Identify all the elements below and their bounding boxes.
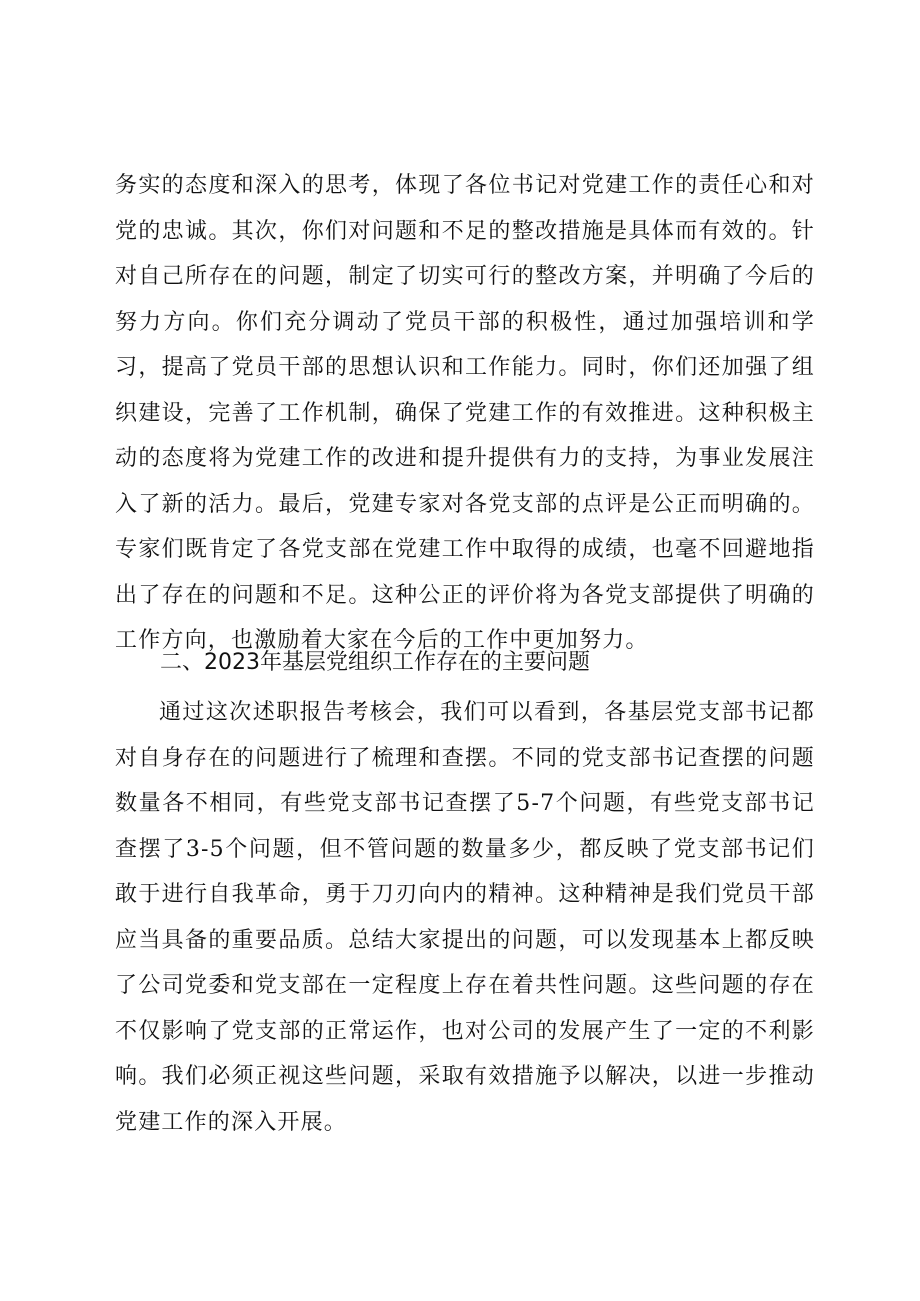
body-paragraph-continued: 务实的态度和深入的思考，体现了各位书记对党建工作的责任心和对党的忠诚。其次，你们对问题和不足的整改措施是具体而有效的。针对自己所存在的问题，制定了切实可行的整改方案，并明确了今后的努力方向。你们充分调动了党员干部的积极性，通过加强培训和学习，提高了党员干部的思想认识和工作能力。同时，你们还加强了组织建设，完善了工作机制，确保了党建工作的有效推进。这种积极主动的态度将为党建工作的改进和提升提供有力的支持，为事业发展注入了新的活力。最后，党建专家对各党支部的点评是公正而明确的。专家们既肯定了各党支部在党建工作中取得的成绩，也毫不回避地指出了存在的问题和不足。这种公正的评价将为各党支部提供了明确的工作方向，也激励着大家在今后的工作中更加努力。 (115, 173, 815, 653)
body-paragraph: 通过这次述职报告考核会，我们可以看到，各基层党支部书记都对自身存在的问题进行了梳理和查摆。不同的党支部书记查摆的问题数量各不相同，有些党支部书记查摆了5-7个问题，有些党支部书记查摆了3-5个问题，但不管问题的数量多少，都反映了党支部书记们敢于进行自我革命，勇于刀刃向内的精神。这种精神是我们党员干部应当具备的重要品质。总结大家提出的问题，可以发现基本上都反映了公司党委和党支部在一定程度上存在着共性问题。这些问题的存在不仅影响了党支部的正常运作，也对公司的发展产生了一定的不利影响。我们必须正视这些问题，采取有效措施予以解决，以进一步推动党建工作的深入开展。 (115, 700, 815, 1135)
section-heading: 二、2023年基层党组织工作存在的主要问题 (160, 650, 590, 675)
